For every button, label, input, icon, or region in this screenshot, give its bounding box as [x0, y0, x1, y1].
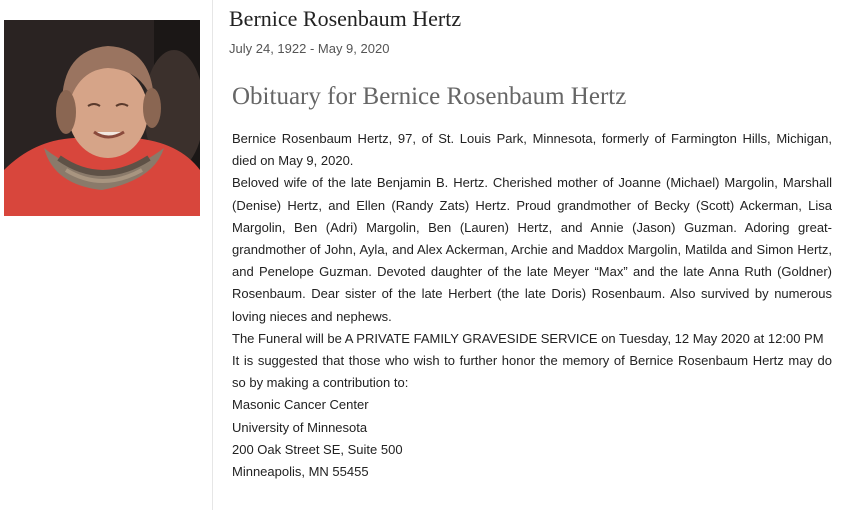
obituary-body: [232, 128, 832, 483]
address-line: Masonic Cancer Center: [232, 397, 369, 413]
obituary-paragraph: Beloved wife of the late Benjamin B. Hertz. Cherished mother of Joanne (Michael) Margolin, Marshall (Denise) Hertz, and Ellen (Randy Zats) Hertz. Proud grandmother of Becky (Scott) Ackerman, Lisa Margolin, Ben (Adri) Margolin, Ben (Lauren) Hertz, and Annie (Jason) Guzman. Adoring great-grandmother of John, Ayla, and Alex Ackerman, Archie and Maddox Margolin, Matilda and Simon Hertz, and Penelope Guzman. Devoted daughter of the late Meyer “Max” and the late Anna Ruth (Goldner) Rosenbaum. Dear sister of the late Herbert (the late Doris) Rosenbaum. Also survived by numerous loving nieces and nephews.: [232, 175, 832, 324]
obituary-paragraph: It is suggested that those who wish to further honor the memory of Bernice Rosenbaum Hertz may do so by making a contribution to:: [232, 353, 832, 391]
portrait-photo: [4, 20, 200, 216]
address-line: University of Minnesota: [232, 419, 368, 435]
person-name: Bernice Rosenbaum Hertz: [229, 6, 462, 31]
obituary-paragraph: The Funeral will be A PRIVATE FAMILY GRAVESIDE SERVICE on Tuesday, 12 May 2020 at 12:00 PM: [232, 330, 824, 346]
address-line: Minneapolis, MN 55455: [232, 464, 369, 480]
column-divider: [212, 0, 213, 510]
address-line: 200 Oak Street SE, Suite 500: [232, 441, 403, 457]
obituary-title: Obituary for Bernice Rosenbaum Hertz: [232, 83, 627, 110]
life-dates: July 24, 1922 - May 9, 2020: [229, 41, 390, 56]
obituary-paragraph: Bernice Rosenbaum Hertz, 97, of St. Louis Park, Minnesota, formerly of Farmington Hills, Michigan, died on May 9, 2020.: [232, 131, 832, 169]
